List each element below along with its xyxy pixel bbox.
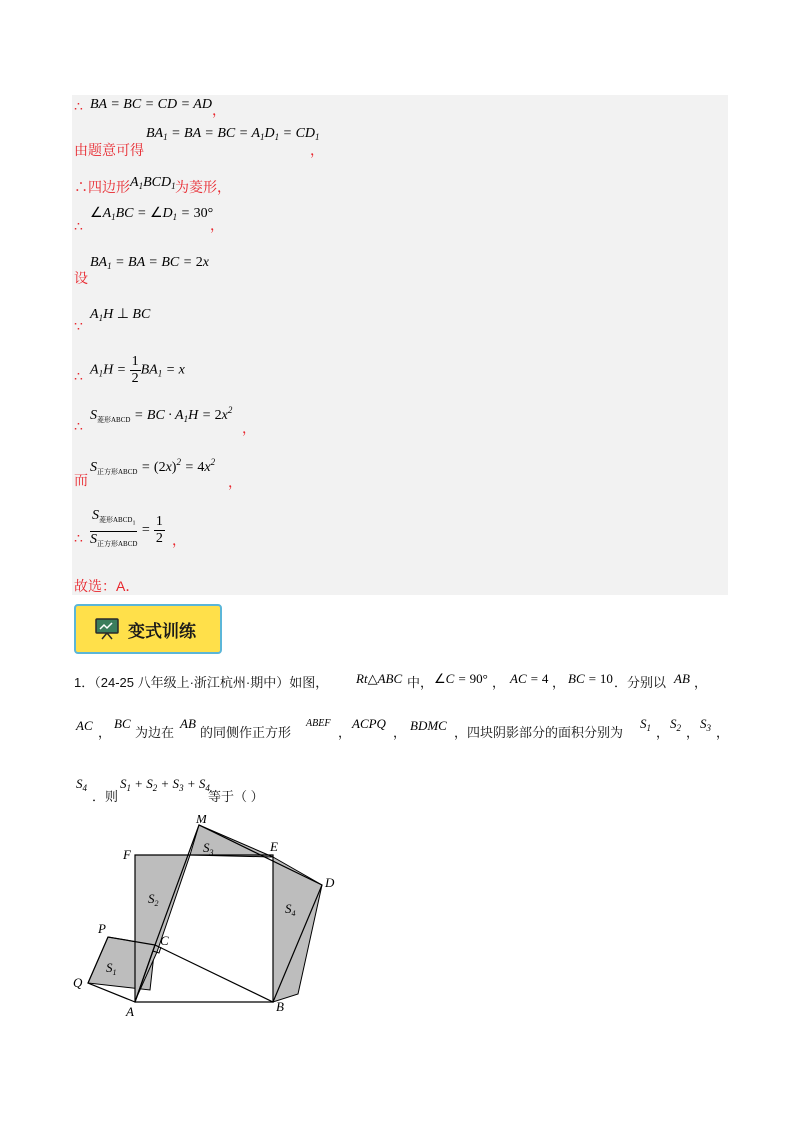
math-line-5: $BA_1$ = BA = BC = 2x (90, 255, 209, 271)
math-line-9: $S_{正方形ABCD} = (2x)^2 = 4x^2$ (90, 457, 216, 476)
solution-line-7: ∴ (74, 368, 83, 384)
comma: ， (212, 102, 226, 118)
math-line-8: $S_{菱形ABCD}$ = BC · $A_1H = 2x^2$ (90, 405, 233, 424)
text: 为边在 (135, 725, 175, 740)
text: 中， (407, 675, 434, 690)
text: ， (338, 725, 352, 740)
math-line-10: $\frac{S_{菱形ABCD_1}}{S_{正方形ABCD}}$ = $\frac{1}{2}$ (90, 508, 163, 549)
angle-c: ∠C = 90° (434, 671, 488, 686)
solution-line-6: ∵ (74, 318, 83, 334)
label-f: F (123, 847, 131, 862)
text: 等于（ ） (208, 789, 264, 804)
solution-line-4: ∴ (74, 218, 83, 234)
text: ．分别以 (614, 675, 667, 690)
solution-line-2: 由题意可得 (74, 142, 144, 158)
text: ， (694, 675, 708, 690)
region-s4 (273, 857, 322, 1002)
text: ， (716, 725, 730, 740)
label-e: E (270, 839, 278, 854)
s1: $S_1$ (640, 716, 651, 733)
therefore-symbol: ∴ (74, 98, 83, 114)
math-line-7: $A_1H$ = $\frac{1}{2}$ $BA_1 = x$ (90, 354, 185, 386)
bc: BC (114, 716, 131, 731)
source: （24-25 八年级上·浙江杭州·期中）如图， (94, 675, 329, 690)
text: ， (492, 675, 506, 690)
ac: AC (76, 718, 93, 733)
s4: $S_4$ (76, 776, 87, 793)
text: ， (98, 725, 112, 740)
text: ．则 (92, 789, 119, 804)
square-bdmc: BDMC (410, 718, 447, 733)
comma: ， (172, 532, 186, 548)
math-line-4: $\angle A_1BC$ = $\angle D_1 = 30^\circ$ (90, 206, 214, 222)
triangle-label: Rt△ABC (356, 671, 403, 686)
text: 为菱形， (175, 179, 231, 195)
text: ， (656, 725, 670, 740)
region-label-s4: $S_4$ (285, 901, 296, 918)
sum-expression: $S_1 + S_2 + S_3 + S_4$ (120, 776, 210, 793)
ab: AB (674, 671, 690, 686)
label-d: D (325, 875, 335, 890)
math-line-2: $BA_1$ = BA = BC = $A_1D_1 = CD_1$ (146, 126, 320, 142)
solution-line-8: ∴ (74, 418, 83, 434)
label-c: C (160, 933, 169, 948)
solution-line-3 (74, 177, 130, 197)
comma: ， (228, 474, 242, 490)
label-b: B (276, 999, 284, 1014)
region-label-s3: $S_3$ (203, 840, 214, 857)
math-line-3: $A_1BCD_1$ (130, 175, 176, 191)
text: ， (552, 675, 566, 690)
ac-value: AC = 4 (510, 671, 549, 686)
solution-box (72, 95, 728, 595)
answer-line: 故选：A． (74, 578, 140, 594)
region-label-s2: $S_2$ (148, 891, 159, 908)
text: ，四块阴影部分的面积分别为 (454, 725, 624, 740)
comma: ， (310, 142, 324, 158)
solution-line-10: ∴ (74, 530, 83, 546)
square-acpq: ACPQ (352, 716, 386, 731)
solution-line-5: 设 (74, 270, 88, 286)
text: ， (686, 725, 700, 740)
number: 1． (74, 675, 95, 690)
geometry-figure (70, 815, 350, 1025)
s2: $S_2$ (670, 716, 681, 733)
solution-line-1 (74, 98, 83, 115)
region-label-s1: $S_1$ (106, 960, 117, 977)
blackboard-icon (94, 617, 120, 641)
text: ， (393, 725, 407, 740)
ab: AB (180, 716, 196, 731)
square-abef: ABEF (306, 718, 331, 729)
math-line-1: BA = BC = CD = AD (90, 97, 212, 112)
question-number (74, 672, 328, 691)
label-q: Q (73, 975, 83, 990)
s3: $S_3$ (700, 716, 711, 733)
label-p: P (98, 921, 106, 936)
label-m: M (196, 815, 207, 826)
math-line-6: $A_1H$ ⊥ BC (90, 307, 151, 323)
solution-line-9: 而 (74, 472, 88, 488)
banner-title: 变式训练 (128, 621, 196, 642)
label-a: A (126, 1004, 134, 1019)
bc-value: BC = 10 (568, 671, 613, 686)
variant-training-banner (74, 604, 222, 654)
text: ∴四边形 (74, 179, 130, 195)
comma: ， (242, 420, 256, 436)
comma: ， (210, 217, 224, 233)
text: 的同侧作正方形 (200, 725, 292, 740)
